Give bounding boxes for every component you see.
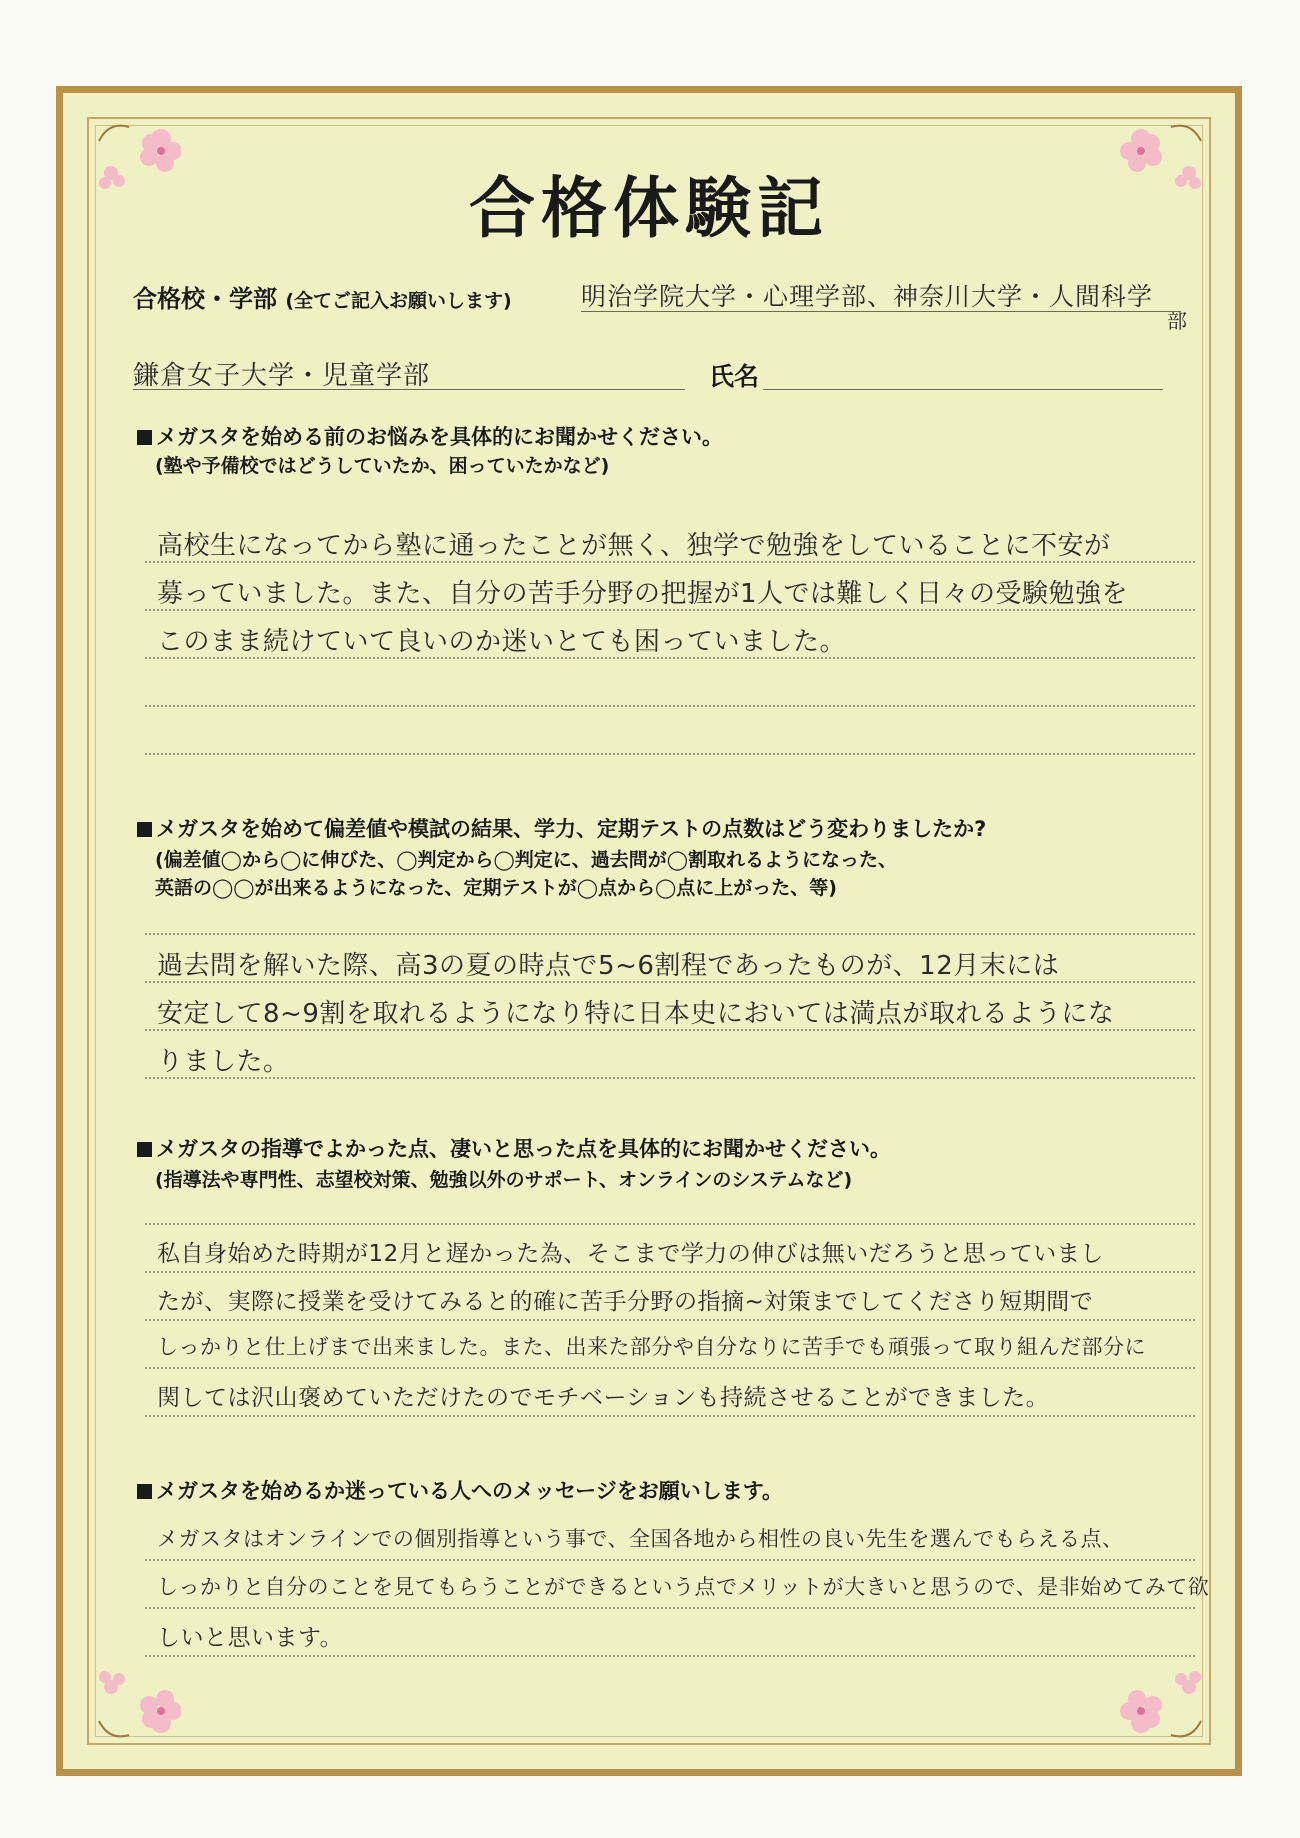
ruled-line xyxy=(145,1367,1195,1369)
question-2-answer-line: 安定して8~9割を取れるようになり特に日本史においては満点が取れるようにな xyxy=(157,999,1115,1029)
school-answer-1: 明治学院大学・心理学部、神奈川大学・人間科学 xyxy=(581,282,1154,311)
question-1-answer-line: 募っていました。また、自分の苦手分野の把握が1人では難しく日々の受験勉強を xyxy=(157,579,1129,609)
ruled-line xyxy=(145,933,1195,935)
ruled-line xyxy=(145,1077,1195,1079)
school-note: (全てご記入お願いします) xyxy=(285,290,512,312)
question-3-note: (指導法や専門性、志望校対策、勉強以外のサポート、オンラインのシステムなど) xyxy=(155,1169,853,1191)
ruled-line xyxy=(145,657,1195,659)
question-2-heading-text: メガスタを始めて偏差値や模試の結果、学力、定期テストの点数はどう変わりましたか? xyxy=(156,817,987,841)
school-line-1 xyxy=(581,311,1181,312)
ruled-line xyxy=(145,1319,1195,1321)
question-1-heading-text: メガスタを始める前のお悩みを具体的にお聞かせください。 xyxy=(156,425,723,449)
ruled-line xyxy=(145,753,1195,755)
ruled-line xyxy=(145,1607,1195,1609)
question-1-note: (塾や予備校ではどうしていたか、困っていたかなど) xyxy=(155,455,610,477)
square-bullet-icon xyxy=(137,430,152,445)
page-title: 合格体験記 xyxy=(469,169,829,247)
ruled-line xyxy=(145,609,1195,611)
school-answer-1b: 部 xyxy=(1167,309,1188,333)
ruled-line xyxy=(145,561,1195,563)
square-bullet-icon xyxy=(137,1142,152,1157)
ruled-line xyxy=(145,1029,1195,1031)
ruled-line xyxy=(145,705,1195,707)
question-1-answer-line: 高校生になってから塾に通ったことが無く、独学で勉強をしていることに不安が xyxy=(157,531,1111,561)
question-4-answer-line: メガスタはオンラインでの個別指導という事で、全国各地から相性の良い先生を選んでもらえる点、 xyxy=(157,1527,1124,1551)
question-2-answer-line: りました。 xyxy=(157,1047,290,1077)
ruled-line xyxy=(145,1655,1195,1657)
question-1-heading xyxy=(137,421,723,451)
question-3-answer-line: 私自身始めた時期が12月と遅かった為、そこまで学力の伸びは無いだろうと思っていまし xyxy=(157,1241,1104,1267)
ruled-line xyxy=(145,1223,1195,1225)
question-2-heading xyxy=(137,813,986,843)
question-2-note: 英語の◯◯が出来るようになった、定期テストが◯点から◯点に上がった、等) xyxy=(155,877,837,899)
question-2-note: (偏差値◯から◯に伸びた、◯判定から◯判定に、過去問が◯割取れるようになった、 xyxy=(155,849,898,871)
school-label-text: 合格校・学部 xyxy=(133,285,277,313)
question-2-answer-line: 過去問を解いた際、高3の夏の時点で5~6割程であったものが、12月末には xyxy=(157,951,1060,981)
question-4-answer-line: しいと思います。 xyxy=(157,1625,344,1651)
ruled-line xyxy=(145,1271,1195,1273)
cherry-blossom-icon xyxy=(1119,1661,1209,1751)
ruled-line xyxy=(145,1415,1195,1417)
name-label: 氏名 xyxy=(709,362,760,391)
square-bullet-icon xyxy=(137,822,152,837)
square-bullet-icon xyxy=(137,1484,152,1499)
question-3-answer-line: 関しては沢山褒めていただけたのでモチベーションも持続させることができました。 xyxy=(157,1385,1050,1411)
school-answer-2: 鎌倉女子大学・児童学部 xyxy=(133,361,431,391)
school-label xyxy=(133,279,512,314)
school-line-2 xyxy=(133,389,685,390)
question-4-heading xyxy=(137,1475,783,1505)
question-3-answer-line: たが、実際に授業を受けてみると的確に苦手分野の指摘~対策までしてくださり短期間で xyxy=(157,1289,1094,1315)
question-4-answer-line: しっかりと自分のことを見てもらうことができるという点でメリットが大きいと思うので、是非始めてみて欲 xyxy=(157,1575,1210,1599)
name-line xyxy=(763,389,1163,390)
question-3-heading xyxy=(137,1133,891,1163)
testimonial-sheet xyxy=(56,86,1242,1776)
question-1-answer-line: このまま続けていて良いのか迷いとても困っていました。 xyxy=(157,627,847,657)
question-4-heading-text: メガスタを始めるか迷っている人へのメッセージをお願いします。 xyxy=(156,1479,784,1503)
ruled-line xyxy=(145,1559,1195,1561)
question-3-answer-line: しっかりと仕上げまで出来ました。また、出来た部分や自分なりに苦手でも頑張って取り組んだ部分に xyxy=(157,1335,1146,1359)
ruled-line xyxy=(145,981,1195,983)
question-3-heading-text: メガスタの指導でよかった点、凄いと思った点を具体的にお聞かせください。 xyxy=(156,1137,891,1161)
cherry-blossom-icon xyxy=(91,1661,181,1751)
